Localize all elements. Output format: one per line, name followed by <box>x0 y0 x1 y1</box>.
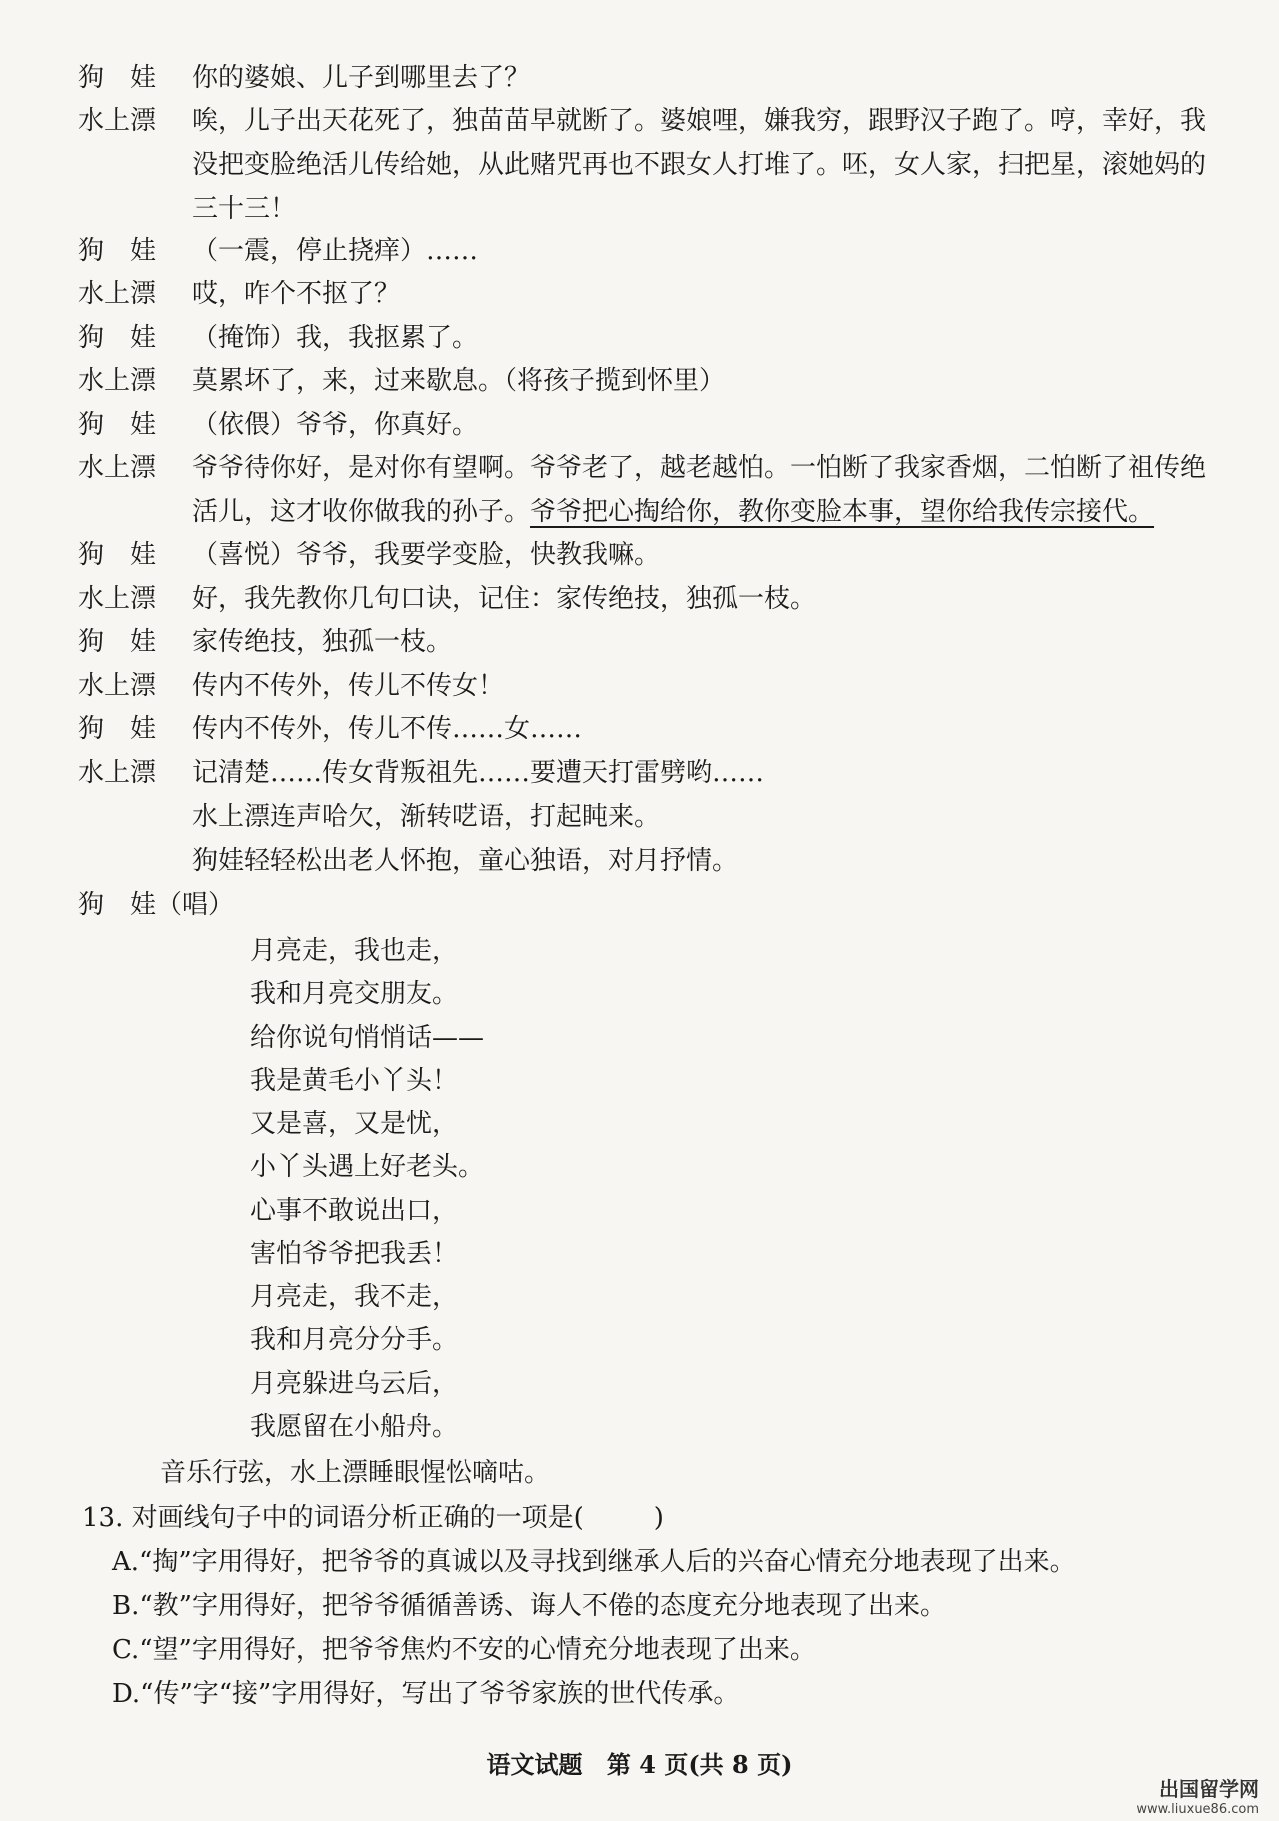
line-text: 记清楚……传女背叛祖先……要遭天打雷劈哟…… <box>192 758 765 788</box>
speaker: 狗 娃 <box>78 63 157 93</box>
option-a: A.“掏”字用得好，把爷爷的真诚以及寻找到继承人后的兴奋心情充分地表现了出来。 <box>112 1547 1076 1577</box>
line-text: 好，我先教你几句口诀，记住：家传绝技，独孤一枝。 <box>192 584 817 614</box>
line-text: （掩饰）我，我抠累了。 <box>192 323 479 353</box>
line-text: 哎，咋个不抠了？ <box>192 279 401 309</box>
line-text: 家传绝技，独孤一枝。 <box>192 627 453 657</box>
song-line: 心事不敢说出口， <box>250 1196 459 1226</box>
song-line: 给你说句悄悄话—— <box>250 1023 485 1053</box>
line-text: 莫累坏了，来，过来歇息。（将孩子揽到怀里） <box>192 366 726 396</box>
line-text: （喜悦）爷爷，我要学变脸，快教我嘛。 <box>192 540 661 570</box>
speaker: 狗 娃 <box>78 236 157 266</box>
speaker: 狗 娃 <box>78 323 157 353</box>
line-text <box>192 446 1222 534</box>
footer-page-number: 第 4 页(共 8 页) <box>606 1750 793 1779</box>
speaker: 水上漂 <box>78 671 157 701</box>
line-text: 传内不传外，传儿不传……女…… <box>192 714 583 744</box>
speaker: 水上漂 <box>78 758 157 788</box>
line-text: （一震，停止挠痒）…… <box>192 236 479 266</box>
line-text: （依偎）爷爷，你真好。 <box>192 410 479 440</box>
song-line: 我是黄毛小丫头！ <box>250 1066 459 1096</box>
line-text: 传内不传外，传儿不传女！ <box>192 671 505 701</box>
song-line: 月亮走，我不走， <box>250 1282 459 1312</box>
question-stem <box>82 1496 664 1540</box>
line-text: 你的婆娘、儿子到哪里去了？ <box>192 63 531 93</box>
song-line: 月亮躲进乌云后， <box>250 1369 459 1399</box>
song-line: 我和月亮分分手。 <box>250 1325 459 1355</box>
page-footer <box>0 1745 1279 1780</box>
song-line: 月亮走，我也走， <box>250 936 459 966</box>
speaker: 狗 娃 <box>78 410 157 440</box>
speaker: 水上漂 <box>78 366 157 396</box>
question-paren-close: ) <box>653 1503 664 1533</box>
watermark-name: 出国留学网 <box>1159 1777 1259 1801</box>
song-line: 我和月亮交朋友。 <box>250 979 459 1009</box>
speaker: 水上漂 <box>78 279 157 309</box>
line-text: 唉，儿子出天花死了，独苗苗早就断了。婆娘哩，嫌我穷，跟野汉子跑了。哼，幸好，我没把变脸绝活儿传给她，从此赌咒再也不跟女人打堆了。呸，女人家，扫把星，滚她妈的三十三！ <box>192 106 1207 224</box>
speaker: 水上漂 <box>78 584 157 614</box>
speaker: 水上漂 <box>78 106 157 136</box>
watermark-url: www.liuxue86.com <box>1136 1802 1259 1817</box>
speaker: 狗 娃 <box>78 714 157 744</box>
speaker: 水上漂 <box>78 453 157 483</box>
question-text: 13. 对画线句子中的词语分析正确的一项是( <box>82 1503 584 1533</box>
stage-direction: 音乐行弦，水上漂睡眼惺忪嘀咕。 <box>160 1458 551 1488</box>
option-b: B.“教”字用得好，把爷爷循循善诱、诲人不倦的态度充分地表现了出来。 <box>112 1591 946 1621</box>
song-line: 小丫头遇上好老头。 <box>250 1152 485 1182</box>
stage-direction: 水上漂连声哈欠，渐转呓语，打起盹来。 <box>192 802 661 832</box>
speaker: 狗 娃 <box>78 540 157 570</box>
plain-text: 爷爷待你好，是对你有望啊。爷爷老了，越老越怕。一怕断了我家香烟，二怕断了祖传绝活儿，这才收你做我的孙子。 <box>192 453 1207 527</box>
song-line: 害怕爷爷把我丢！ <box>250 1239 459 1269</box>
site-watermark <box>1136 1773 1259 1817</box>
speaker: 狗 娃（唱） <box>78 890 235 920</box>
footer-subject: 语文试题 <box>486 1750 583 1779</box>
song-line: 又是喜，又是忧， <box>250 1109 459 1139</box>
stage-direction: 狗娃轻轻松出老人怀抱，童心独语，对月抒情。 <box>192 846 739 876</box>
song-line: 我愿留在小船舟。 <box>250 1412 459 1442</box>
underlined-sentence: 爷爷把心掏给你，教你变脸本事，望你给我传宗接代。 <box>530 497 1155 527</box>
speaker: 狗 娃 <box>78 627 157 657</box>
option-d: D.“传”字“接”字用得好，写出了爷爷家族的世代传承。 <box>112 1679 740 1709</box>
option-c: C.“望”字用得好，把爷爷焦灼不安的心情充分地表现了出来。 <box>112 1635 816 1665</box>
